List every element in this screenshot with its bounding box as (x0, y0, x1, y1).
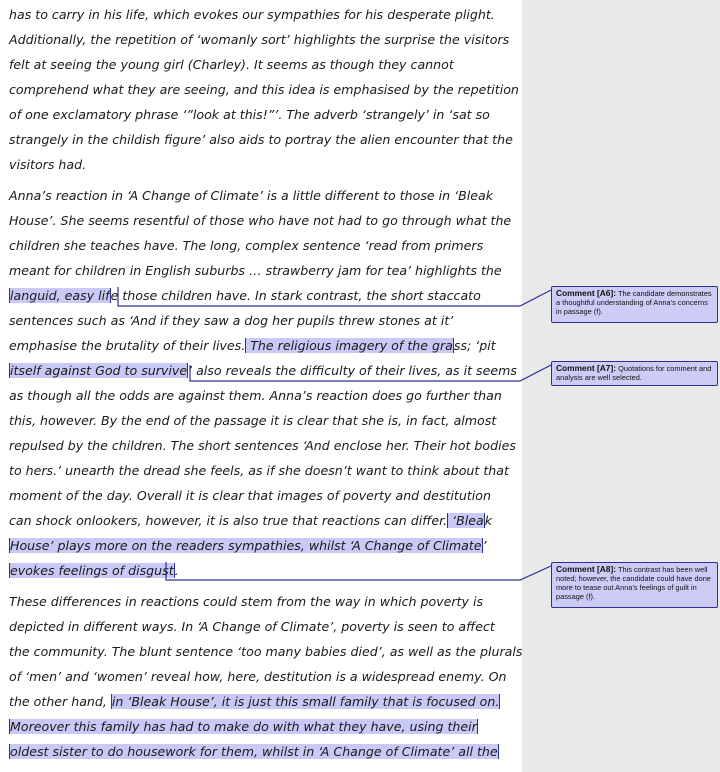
comment-a8-label: Comment [A8]: (556, 564, 617, 574)
comment-a8[interactable] (551, 562, 718, 608)
highlighted-text[interactable]: Moreover this family has had to make do with what they have, using their (10, 719, 477, 734)
text-line: languid, easy life those children have. In stark contrast, the short staccato (10, 288, 481, 303)
highlighted-text[interactable]: in ‘Bleak House’, it is just this small family that is focused on. (111, 694, 500, 709)
text-line: of one exclamatory phrase ‘”look at this!”’. The adverb ‘strangely’ in ‘sat so (9, 107, 490, 122)
highlighted-text[interactable]: evokes feelings of disgust (10, 563, 174, 578)
connector-a8 (166, 562, 551, 580)
connector-a7 (190, 365, 551, 381)
highlighted-text[interactable]: House’ plays more on the readers sympathies, whilst ‘A Change of Climate (10, 538, 482, 553)
comment-a7-text: Quotations for comment and analysis are well selected. (556, 364, 712, 382)
highlighted-text[interactable]: oldest sister to do housework for them, whilst in ‘A Change of Climate’ all the (10, 744, 498, 759)
text-line: this, however. By the end of the passage it is clear that she is, in fact, almost (9, 413, 497, 428)
text-line: House’ plays more on the readers sympathies, whilst ‘A Change of Climate’ (10, 538, 487, 553)
text-line: meant for children in English suburbs … strawberry jam for tea’ highlights the (9, 263, 502, 278)
text-line: Additionally, the repetition of ‘womanly sort’ highlights the surprise the visitors (9, 32, 510, 47)
comment-a8-text: This contrast has been well noted; however, the candidate could have done more to tease out Anna’s feelings of guilt in passage (f). (556, 565, 711, 601)
highlighted-text[interactable]: itself against God to survive (10, 363, 188, 378)
text-line: evokes feelings of disgust. (10, 563, 179, 578)
comment-a7[interactable] (551, 361, 718, 386)
text-line: to hers.’ unearth the dread she feels, as if she doesn’t want to think about that (9, 463, 509, 478)
text-line: has to carry in his life, which evokes our sympathies for his desperate plight. (9, 7, 495, 22)
comment-a6-label: Comment [A6]: (556, 288, 617, 298)
text-line: of ‘men’ and ‘women’ reveal how, here, destitution is a widespread enemy. On (9, 669, 507, 684)
text-line: House’. She seems resentful of those who have not had to go through what the (9, 213, 512, 228)
comment-a7-label: Comment [A7]: (556, 363, 617, 373)
text-line: the community. The blunt sentence ‘too many babies died’, as well as the plurals (9, 644, 523, 659)
text-line: strangely in the childish figure’ also aids to portray the alien encounter that the (9, 132, 513, 147)
highlighted-text[interactable]: ‘Blea (448, 513, 484, 528)
text-line: comprehend what they are seeing, and this idea is emphasised by the repetition (9, 82, 519, 97)
text-line: the other hand, in ‘Bleak House’, it is just this small family that is focused on. (9, 694, 500, 709)
text-line: depicted in different ways. In ‘A Change of Climate’, poverty is seen to affect (9, 619, 495, 634)
text-line: visitors had. (9, 157, 87, 172)
text-line: as though all the odds are against them. Anna’s reaction does go further than (9, 388, 502, 403)
comment-a6-text: The candidate demonstrates a thoughtful understanding of Anna’s concerns in passage (f). (556, 289, 712, 316)
text-line: felt at seeing the young girl (Charley). It seems as though they cannot (9, 57, 454, 72)
highlighted-text[interactable]: The religious imagery of the gra (246, 338, 453, 353)
text-line: itself against God to survive’ also reveals the difficulty of their lives, as it seems (10, 363, 517, 378)
text-line: moment of the day. Overall it is clear that images of poverty and destitution (9, 488, 491, 503)
text-line: repulsed by the children. The short sentences ‘And enclose her. Their hot bodies (9, 438, 516, 453)
text-line: sentences such as ‘And if they saw a dog her pupils threw stones at it’ (9, 313, 454, 328)
text-line: can shock onlookers, however, it is also true that reactions can differ. ‘Bleak (9, 513, 493, 528)
highlighted-text[interactable]: languid, easy lif (10, 288, 110, 303)
text-line: These differences in reactions could stem from the way in which poverty is (9, 594, 484, 609)
text-line: emphasise the brutality of their lives. The religious imagery of the grass; ‘pit (9, 338, 496, 353)
text-line: children she teaches have. The long, complex sentence ‘read from primers (9, 238, 484, 253)
connector-a6 (118, 287, 551, 306)
comment-a6[interactable] (551, 286, 718, 323)
text-line: Anna’s reaction in ‘A Change of Climate’ is a little different to those in ‘Bleak (9, 188, 494, 203)
